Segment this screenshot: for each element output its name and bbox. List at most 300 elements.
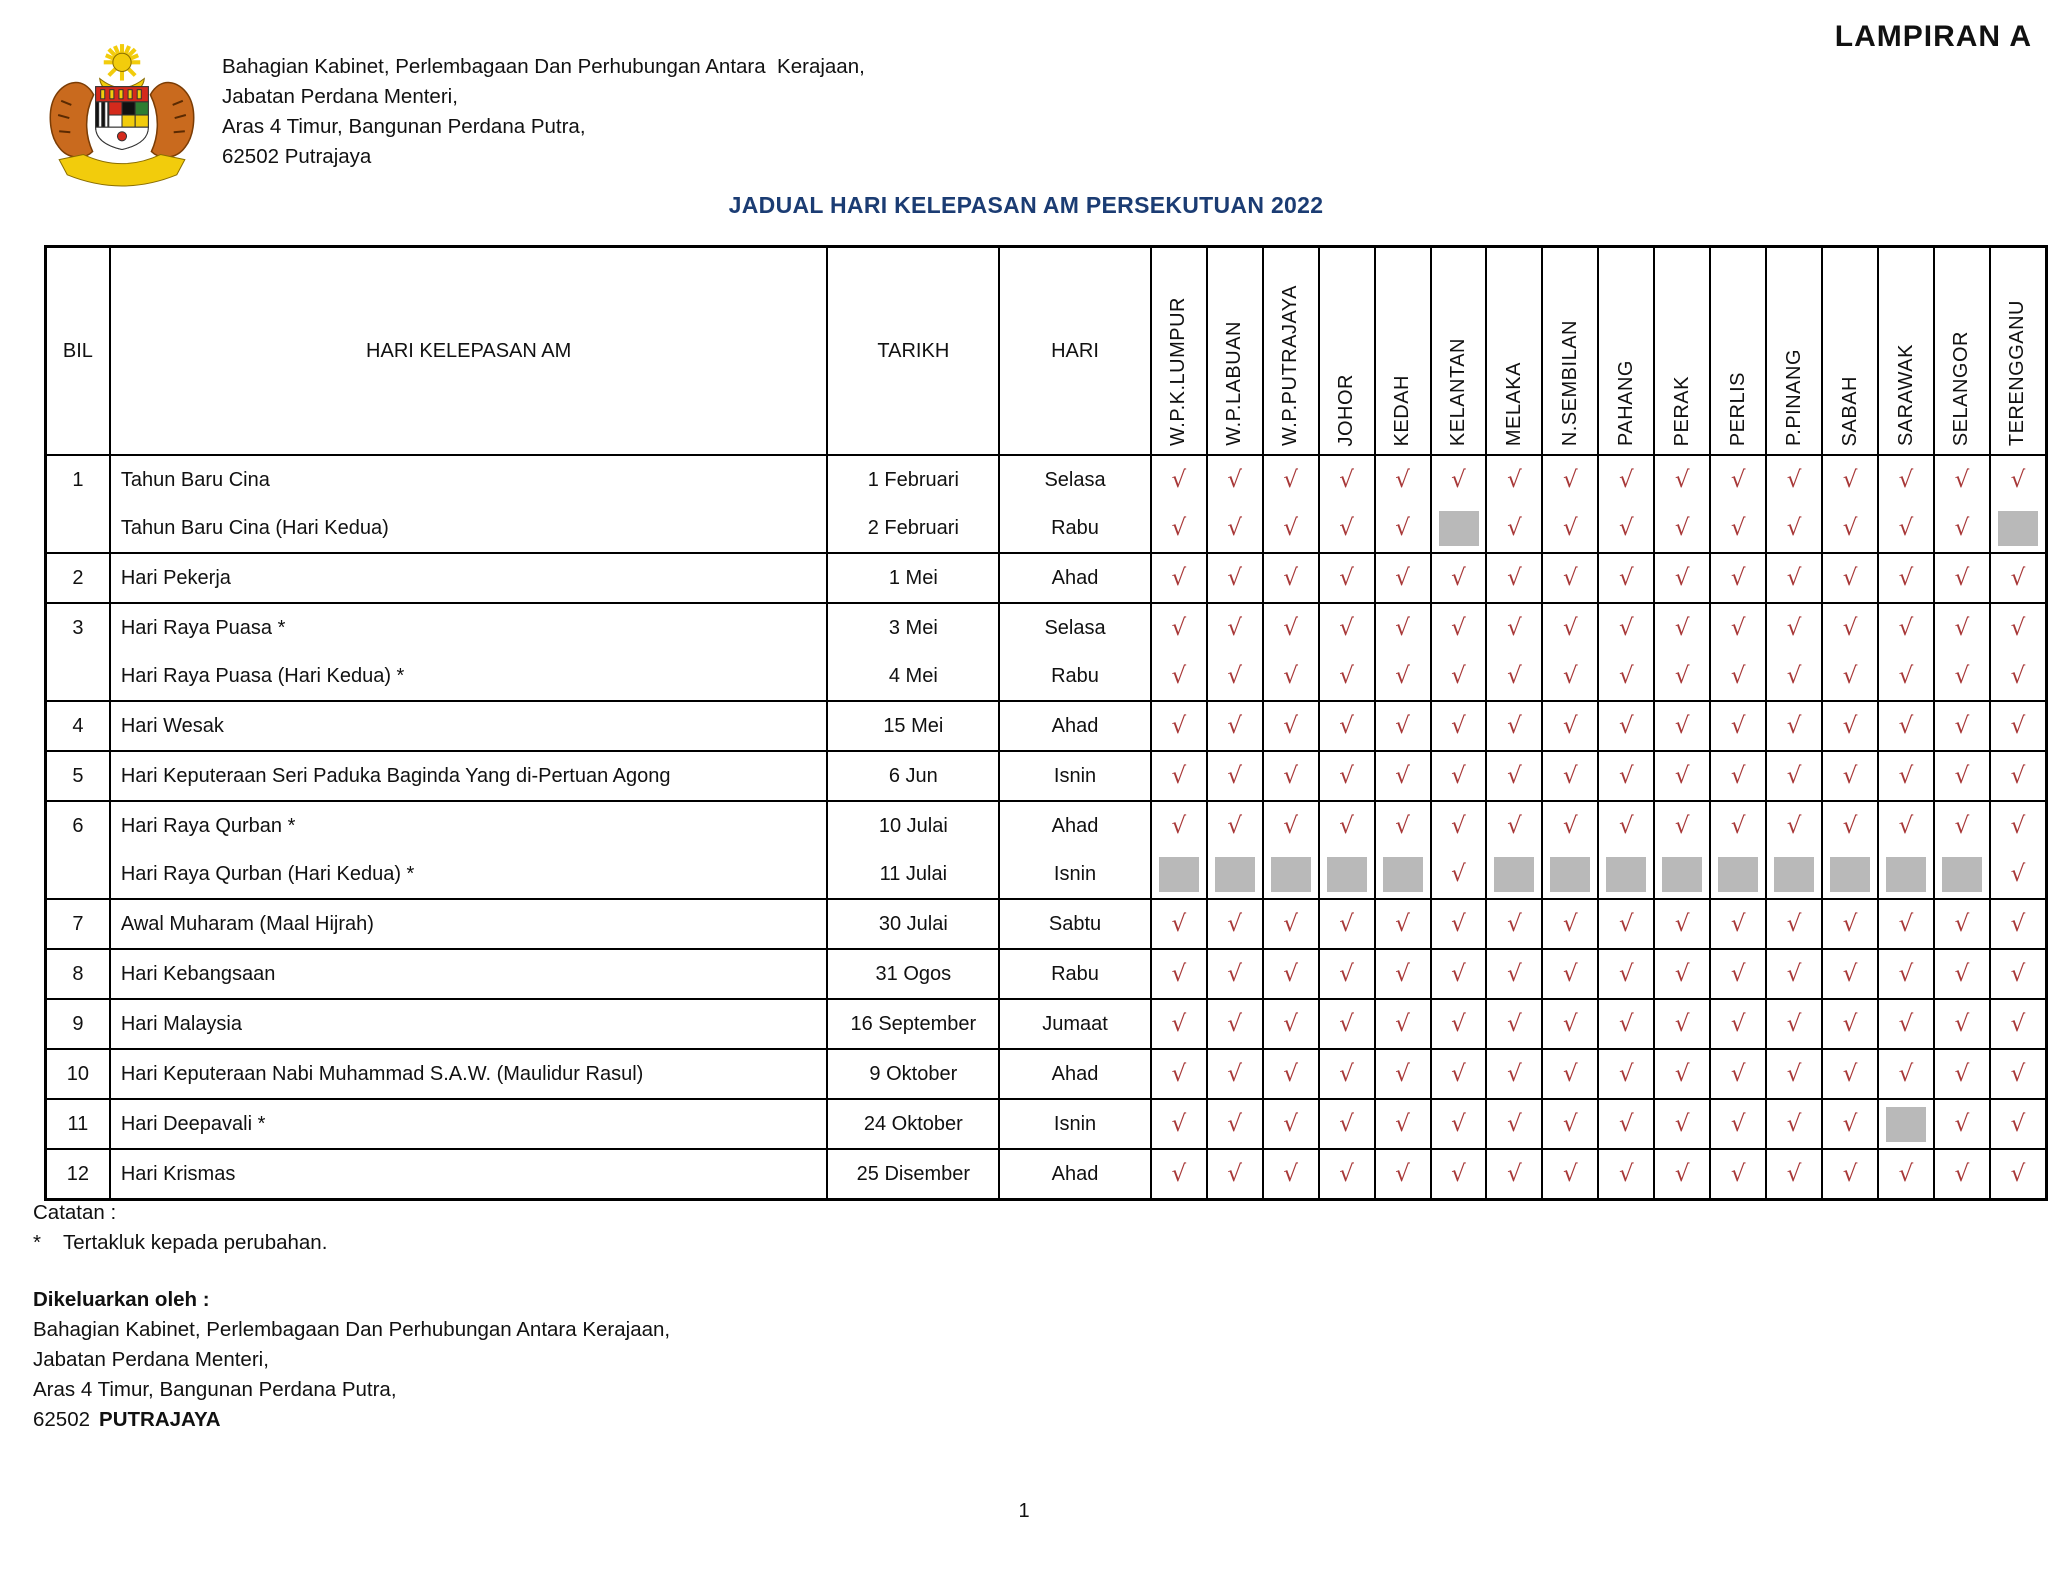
holiday-name-cell: Hari Wesak <box>110 701 828 751</box>
day-cell: Selasa Rabu <box>999 603 1151 701</box>
mark-cell-pahang <box>1598 751 1654 801</box>
check-mark: √ <box>1730 614 1746 641</box>
check-mark: √ <box>1395 614 1410 641</box>
mark-cell-w-p-k-lumpur <box>1151 553 1207 603</box>
state-header-melaka: MELAKA <box>1486 247 1542 456</box>
mark-cell-sabah <box>1822 1149 1878 1200</box>
mark-cell-kelantan <box>1431 1099 1487 1149</box>
check-mark: √ <box>1395 466 1410 493</box>
state-header-johor: JOHOR <box>1319 247 1375 456</box>
check-mark: √ <box>1618 910 1634 937</box>
check-mark: √ <box>1283 910 1299 937</box>
mark-cell-sarawak <box>1878 701 1934 751</box>
mark-cell-perak <box>1654 999 1710 1049</box>
check-mark: √ <box>2010 466 2026 493</box>
mark-cell-selangor <box>1934 1149 1990 1200</box>
check-mark: √ <box>1842 1060 1858 1087</box>
mark-cell-perlis <box>1710 899 1766 949</box>
check-mark: √ <box>1395 812 1410 839</box>
mark-cell-terengganu <box>1990 899 2047 949</box>
bil-cell: 6 <box>46 801 110 899</box>
mark-cell-sabah <box>1822 751 1878 801</box>
check-mark: √ <box>1954 466 1970 493</box>
holiday-row <box>46 553 2047 603</box>
check-mark: √ <box>1395 1110 1410 1137</box>
check-mark: √ <box>1954 712 1970 739</box>
mark-cell-w-p-putrajaya <box>1263 701 1319 751</box>
check-mark: √ <box>1842 466 1858 493</box>
mark-cell-pahang <box>1598 801 1654 899</box>
check-mark: √ <box>1395 1060 1410 1087</box>
check-mark: √ <box>1283 514 1299 541</box>
check-mark: √ <box>1283 614 1299 641</box>
check-mark: √ <box>1954 662 1970 689</box>
check-mark: √ <box>1451 1110 1466 1137</box>
check-mark: √ <box>1395 564 1410 591</box>
holiday-row <box>46 751 2047 801</box>
holiday-name-cell: Hari Keputeraan Seri Paduka Baginda Yang di-Pertuan Agong <box>110 751 828 801</box>
mark-cell-melaka <box>1486 1049 1542 1099</box>
issued-line: Bahagian Kabinet, Perlembagaan Dan Perhubungan Antara Kerajaan, <box>33 1318 671 1341</box>
check-mark: √ <box>1898 466 1914 493</box>
mark-cell-pahang <box>1598 1049 1654 1099</box>
check-mark: √ <box>1339 910 1354 937</box>
mark-cell-w-p-putrajaya <box>1263 553 1319 603</box>
holiday-name-cell: Hari Kebangsaan <box>110 949 828 999</box>
mark-cell-pahang <box>1598 949 1654 999</box>
check-mark: √ <box>1674 812 1690 839</box>
check-mark: √ <box>1171 614 1187 641</box>
check-mark: √ <box>1618 614 1634 641</box>
check-mark: √ <box>1954 960 1970 987</box>
check-mark: √ <box>1171 712 1187 739</box>
check-mark: √ <box>1339 1160 1354 1187</box>
mark-cell-pahang <box>1598 603 1654 701</box>
mark-cell-sabah <box>1822 801 1878 899</box>
bil-cell: 8 <box>46 949 110 999</box>
check-mark: √ <box>1842 960 1858 987</box>
mark-cell-perak <box>1654 1099 1710 1149</box>
check-mark: √ <box>1171 662 1187 689</box>
no-holiday-box <box>1886 857 1926 892</box>
check-mark: √ <box>1507 1060 1522 1087</box>
mark-cell-n-sembilan <box>1542 999 1598 1049</box>
mark-cell-pahang <box>1598 455 1654 553</box>
no-holiday-box <box>1718 857 1758 892</box>
check-mark: √ <box>1507 662 1522 689</box>
check-mark: √ <box>1227 960 1243 987</box>
check-mark: √ <box>2010 910 2026 937</box>
mark-cell-w-p-labuan <box>1207 553 1263 603</box>
check-mark: √ <box>1451 910 1466 937</box>
mark-cell-sarawak <box>1878 751 1934 801</box>
issued-by-label: Dikeluarkan oleh : <box>33 1288 210 1311</box>
check-mark: √ <box>1451 712 1466 739</box>
check-mark: √ <box>1563 614 1578 641</box>
check-mark: √ <box>1339 466 1354 493</box>
check-mark: √ <box>1898 960 1914 987</box>
mark-cell-p-pinang <box>1766 1149 1822 1200</box>
check-mark: √ <box>1283 712 1299 739</box>
state-header-pahang: PAHANG <box>1598 247 1654 456</box>
holiday-row <box>46 1049 2047 1099</box>
holiday-row <box>46 899 2047 949</box>
state-header-w-p-putrajaya: W.P.PUTRAJAYA <box>1263 247 1319 456</box>
check-mark: √ <box>1730 762 1746 789</box>
mark-cell-perak <box>1654 1049 1710 1099</box>
check-mark: √ <box>2010 1010 2026 1037</box>
check-mark: √ <box>2010 712 2026 739</box>
no-holiday-box <box>1942 857 1982 892</box>
day-cell: Ahad <box>999 701 1151 751</box>
bil-cell: 9 <box>46 999 110 1049</box>
mark-cell-n-sembilan <box>1542 1049 1598 1099</box>
check-mark: √ <box>1842 712 1858 739</box>
page-title: JADUAL HARI KELEPASAN AM PERSEKUTUAN 2022 <box>728 192 1324 218</box>
day-cell: Ahad <box>999 553 1151 603</box>
check-mark: √ <box>1339 1110 1354 1137</box>
mark-cell-johor <box>1319 899 1375 949</box>
mark-cell-kelantan <box>1431 701 1487 751</box>
check-mark: √ <box>1563 1160 1578 1187</box>
mark-cell-w-p-putrajaya <box>1263 999 1319 1049</box>
check-mark: √ <box>1227 564 1243 591</box>
check-mark: √ <box>1395 514 1410 541</box>
check-mark: √ <box>2010 662 2026 689</box>
check-mark: √ <box>1507 466 1522 493</box>
holiday-row <box>46 999 2047 1049</box>
mark-cell-selangor <box>1934 1099 1990 1149</box>
mark-cell-johor <box>1319 751 1375 801</box>
mark-cell-sabah <box>1822 1049 1878 1099</box>
check-mark: √ <box>1954 1160 1970 1187</box>
check-mark: √ <box>1786 1110 1802 1137</box>
mark-cell-n-sembilan <box>1542 553 1598 603</box>
state-header-perak: PERAK <box>1654 247 1710 456</box>
check-mark: √ <box>1786 762 1802 789</box>
check-mark: √ <box>1674 662 1690 689</box>
check-mark: √ <box>1898 712 1914 739</box>
check-mark: √ <box>1339 960 1354 987</box>
mark-cell-p-pinang <box>1766 553 1822 603</box>
check-mark: √ <box>1395 1010 1410 1037</box>
day-cell: Isnin <box>999 751 1151 801</box>
check-mark: √ <box>1563 514 1578 541</box>
check-mark: √ <box>1786 564 1802 591</box>
col-header-hari: HARI <box>999 247 1151 456</box>
mark-cell-perak <box>1654 899 1710 949</box>
check-mark: √ <box>1227 1060 1243 1087</box>
check-mark: √ <box>1954 564 1970 591</box>
check-mark: √ <box>1898 514 1914 541</box>
state-header-kelantan: KELANTAN <box>1431 247 1487 456</box>
check-mark: √ <box>1507 960 1522 987</box>
day-cell: Sabtu <box>999 899 1151 949</box>
check-mark: √ <box>1563 1060 1578 1087</box>
check-mark: √ <box>1618 812 1634 839</box>
check-mark: √ <box>1786 662 1802 689</box>
check-mark: √ <box>1171 466 1187 493</box>
check-mark: √ <box>1563 564 1578 591</box>
check-mark: √ <box>1451 812 1466 839</box>
check-mark: √ <box>1507 712 1522 739</box>
check-mark: √ <box>1786 614 1802 641</box>
check-mark: √ <box>1898 564 1914 591</box>
mark-cell-w-p-k-lumpur <box>1151 999 1207 1049</box>
check-mark: √ <box>1283 1060 1299 1087</box>
check-mark: √ <box>1339 614 1354 641</box>
check-mark: √ <box>1954 812 1970 839</box>
date-cell: 16 September <box>827 999 999 1049</box>
mark-cell-selangor <box>1934 455 1990 553</box>
check-mark: √ <box>1842 1110 1858 1137</box>
mark-cell-sarawak <box>1878 553 1934 603</box>
day-cell: Ahad Isnin <box>999 801 1151 899</box>
check-mark: √ <box>1730 910 1746 937</box>
mark-cell-n-sembilan <box>1542 701 1598 751</box>
check-mark: √ <box>1339 712 1354 739</box>
date-cell: 9 Oktober <box>827 1049 999 1099</box>
mark-cell-melaka <box>1486 999 1542 1049</box>
check-mark: √ <box>2010 1060 2026 1087</box>
mark-cell-kelantan <box>1431 801 1487 899</box>
check-mark: √ <box>1618 564 1634 591</box>
holiday-name-cell: Awal Muharam (Maal Hijrah) <box>110 899 828 949</box>
check-mark: √ <box>1339 564 1354 591</box>
issued-city-line: 62502 PUTRAJAYA <box>33 1408 221 1431</box>
holiday-table <box>44 245 2048 1201</box>
check-mark: √ <box>1227 762 1243 789</box>
no-holiday-box <box>1215 857 1255 892</box>
check-mark: √ <box>1563 910 1578 937</box>
mark-cell-melaka <box>1486 553 1542 603</box>
mark-cell-p-pinang <box>1766 801 1822 899</box>
mark-cell-kedah <box>1375 1049 1431 1099</box>
mark-cell-perak <box>1654 751 1710 801</box>
holiday-name-cell: Hari Malaysia <box>110 999 828 1049</box>
check-mark: √ <box>1227 662 1243 689</box>
mark-cell-sarawak <box>1878 949 1934 999</box>
mark-cell-perlis <box>1710 1149 1766 1200</box>
mark-cell-terengganu <box>1990 701 2047 751</box>
mark-cell-sarawak <box>1878 1099 1934 1149</box>
check-mark: √ <box>1730 1010 1746 1037</box>
check-mark: √ <box>1171 1110 1187 1137</box>
check-mark: √ <box>1674 762 1690 789</box>
mark-cell-johor <box>1319 1049 1375 1099</box>
state-header-perlis: PERLIS <box>1710 247 1766 456</box>
check-mark: √ <box>1283 1160 1299 1187</box>
check-mark: √ <box>1730 960 1746 987</box>
no-holiday-box <box>1439 511 1479 546</box>
check-mark: √ <box>1283 662 1299 689</box>
mark-cell-pahang <box>1598 1149 1654 1200</box>
check-mark: √ <box>1786 1160 1802 1187</box>
check-mark: √ <box>1786 960 1802 987</box>
mark-cell-perak <box>1654 701 1710 751</box>
check-mark: √ <box>1618 466 1634 493</box>
bil-cell: 10 <box>46 1049 110 1099</box>
check-mark: √ <box>1954 614 1970 641</box>
state-header-terengganu: TERENGGANU <box>1990 247 2047 456</box>
no-holiday-box <box>1271 857 1311 892</box>
mark-cell-w-p-labuan <box>1207 455 1263 553</box>
check-mark: √ <box>1842 762 1858 789</box>
check-mark: √ <box>2010 960 2026 987</box>
mark-cell-p-pinang <box>1766 701 1822 751</box>
mark-cell-p-pinang <box>1766 455 1822 553</box>
malaysia-coat-of-arms-logo <box>44 38 200 188</box>
mark-cell-selangor <box>1934 701 1990 751</box>
check-mark: √ <box>1898 1010 1914 1037</box>
mark-cell-p-pinang <box>1766 949 1822 999</box>
mark-cell-kedah <box>1375 999 1431 1049</box>
check-mark: √ <box>1618 1110 1634 1137</box>
page-number: 1 <box>1018 1500 1030 1522</box>
check-mark: √ <box>1339 762 1354 789</box>
mark-cell-n-sembilan <box>1542 603 1598 701</box>
check-mark: √ <box>1451 614 1466 641</box>
check-mark: √ <box>1618 1010 1634 1037</box>
check-mark: √ <box>2010 812 2026 839</box>
mark-cell-perlis <box>1710 701 1766 751</box>
check-mark: √ <box>1618 1060 1634 1087</box>
mark-cell-perak <box>1654 553 1710 603</box>
check-mark: √ <box>1227 712 1243 739</box>
no-holiday-box <box>1830 857 1870 892</box>
mark-cell-n-sembilan <box>1542 899 1598 949</box>
mark-cell-melaka <box>1486 455 1542 553</box>
mark-cell-johor <box>1319 701 1375 751</box>
address-line: Jabatan Perdana Menteri, <box>222 85 458 108</box>
mark-cell-perlis <box>1710 999 1766 1049</box>
check-mark: √ <box>1842 812 1858 839</box>
mark-cell-w-p-labuan <box>1207 949 1263 999</box>
day-cell: Selasa Rabu <box>999 455 1151 553</box>
bil-cell: 4 <box>46 701 110 751</box>
col-header-tarikh: TARIKH <box>827 247 999 456</box>
address-line: Bahagian Kabinet, Perlembagaan Dan Perhubungan Antara Kerajaan, <box>222 55 865 78</box>
check-mark: √ <box>1563 812 1578 839</box>
state-header-n-sembilan: N.SEMBILAN <box>1542 247 1598 456</box>
mark-cell-kedah <box>1375 899 1431 949</box>
check-mark: √ <box>1786 812 1802 839</box>
mark-cell-n-sembilan <box>1542 751 1598 801</box>
mark-cell-perlis <box>1710 751 1766 801</box>
check-mark: √ <box>1674 564 1690 591</box>
mark-cell-perlis <box>1710 1049 1766 1099</box>
state-header-kedah: KEDAH <box>1375 247 1431 456</box>
mark-cell-p-pinang <box>1766 751 1822 801</box>
check-mark: √ <box>1563 762 1578 789</box>
mark-cell-perlis <box>1710 1099 1766 1149</box>
mark-cell-kedah <box>1375 801 1431 899</box>
check-mark: √ <box>1283 812 1299 839</box>
check-mark: √ <box>1730 564 1746 591</box>
mark-cell-selangor <box>1934 1049 1990 1099</box>
day-cell: Isnin <box>999 1099 1151 1149</box>
check-mark: √ <box>1954 762 1970 789</box>
mark-cell-johor <box>1319 553 1375 603</box>
mark-cell-johor <box>1319 455 1375 553</box>
issued-line: Jabatan Perdana Menteri, <box>33 1348 269 1371</box>
date-cell: 1 Mei <box>827 553 999 603</box>
mark-cell-p-pinang <box>1766 899 1822 949</box>
mark-cell-w-p-k-lumpur <box>1151 1149 1207 1200</box>
mark-cell-terengganu <box>1990 1099 2047 1149</box>
check-mark: √ <box>1954 1110 1970 1137</box>
check-mark: √ <box>1842 662 1858 689</box>
check-mark: √ <box>1730 514 1746 541</box>
holiday-row <box>46 603 2047 701</box>
check-mark: √ <box>1786 1010 1802 1037</box>
check-mark: √ <box>1283 1110 1299 1137</box>
day-cell: Ahad <box>999 1149 1151 1200</box>
mark-cell-n-sembilan <box>1542 949 1598 999</box>
holiday-name-cell: Hari Pekerja <box>110 553 828 603</box>
check-mark: √ <box>1395 910 1410 937</box>
mark-cell-terengganu <box>1990 603 2047 701</box>
check-mark: √ <box>1898 910 1914 937</box>
mark-cell-melaka <box>1486 1149 1542 1200</box>
check-mark: √ <box>1507 812 1522 839</box>
mark-cell-kelantan <box>1431 553 1487 603</box>
check-mark: √ <box>1171 564 1187 591</box>
check-mark: √ <box>1730 1060 1746 1087</box>
mark-cell-perlis <box>1710 949 1766 999</box>
holiday-name-cell: Tahun Baru Cina Tahun Baru Cina (Hari Kedua) <box>110 455 828 553</box>
col-header-bil: BIL <box>46 247 110 456</box>
holiday-name-cell: Hari Deepavali * <box>110 1099 828 1149</box>
mark-cell-sabah <box>1822 899 1878 949</box>
mark-cell-terengganu <box>1990 751 2047 801</box>
mark-cell-terengganu <box>1990 1049 2047 1099</box>
bil-cell: 3 <box>46 603 110 701</box>
mark-cell-w-p-k-lumpur <box>1151 701 1207 751</box>
check-mark: √ <box>1395 762 1410 789</box>
mark-cell-p-pinang <box>1766 603 1822 701</box>
check-mark: √ <box>1730 466 1746 493</box>
mark-cell-pahang <box>1598 553 1654 603</box>
mark-cell-w-p-labuan <box>1207 1049 1263 1099</box>
check-mark: √ <box>1674 1010 1690 1037</box>
mark-cell-kedah <box>1375 1099 1431 1149</box>
check-mark: √ <box>1674 1110 1690 1137</box>
mark-cell-w-p-k-lumpur <box>1151 455 1207 553</box>
mark-cell-johor <box>1319 1149 1375 1200</box>
mark-cell-w-p-labuan <box>1207 751 1263 801</box>
mark-cell-perak <box>1654 455 1710 553</box>
mark-cell-w-p-k-lumpur <box>1151 751 1207 801</box>
mark-cell-kelantan <box>1431 949 1487 999</box>
mark-cell-w-p-labuan <box>1207 801 1263 899</box>
bil-cell: 12 <box>46 1149 110 1200</box>
check-mark: √ <box>1507 514 1522 541</box>
mark-cell-w-p-putrajaya <box>1263 801 1319 899</box>
mark-cell-johor <box>1319 999 1375 1049</box>
check-mark: √ <box>1618 662 1634 689</box>
mark-cell-sabah <box>1822 949 1878 999</box>
mark-cell-selangor <box>1934 999 1990 1049</box>
mark-cell-melaka <box>1486 1099 1542 1149</box>
check-mark: √ <box>1507 910 1522 937</box>
mark-cell-kedah <box>1375 751 1431 801</box>
mark-cell-n-sembilan <box>1542 1099 1598 1149</box>
check-mark: √ <box>1842 1010 1858 1037</box>
check-mark: √ <box>1227 1010 1243 1037</box>
check-mark: √ <box>1451 466 1466 493</box>
mark-cell-selangor <box>1934 603 1990 701</box>
